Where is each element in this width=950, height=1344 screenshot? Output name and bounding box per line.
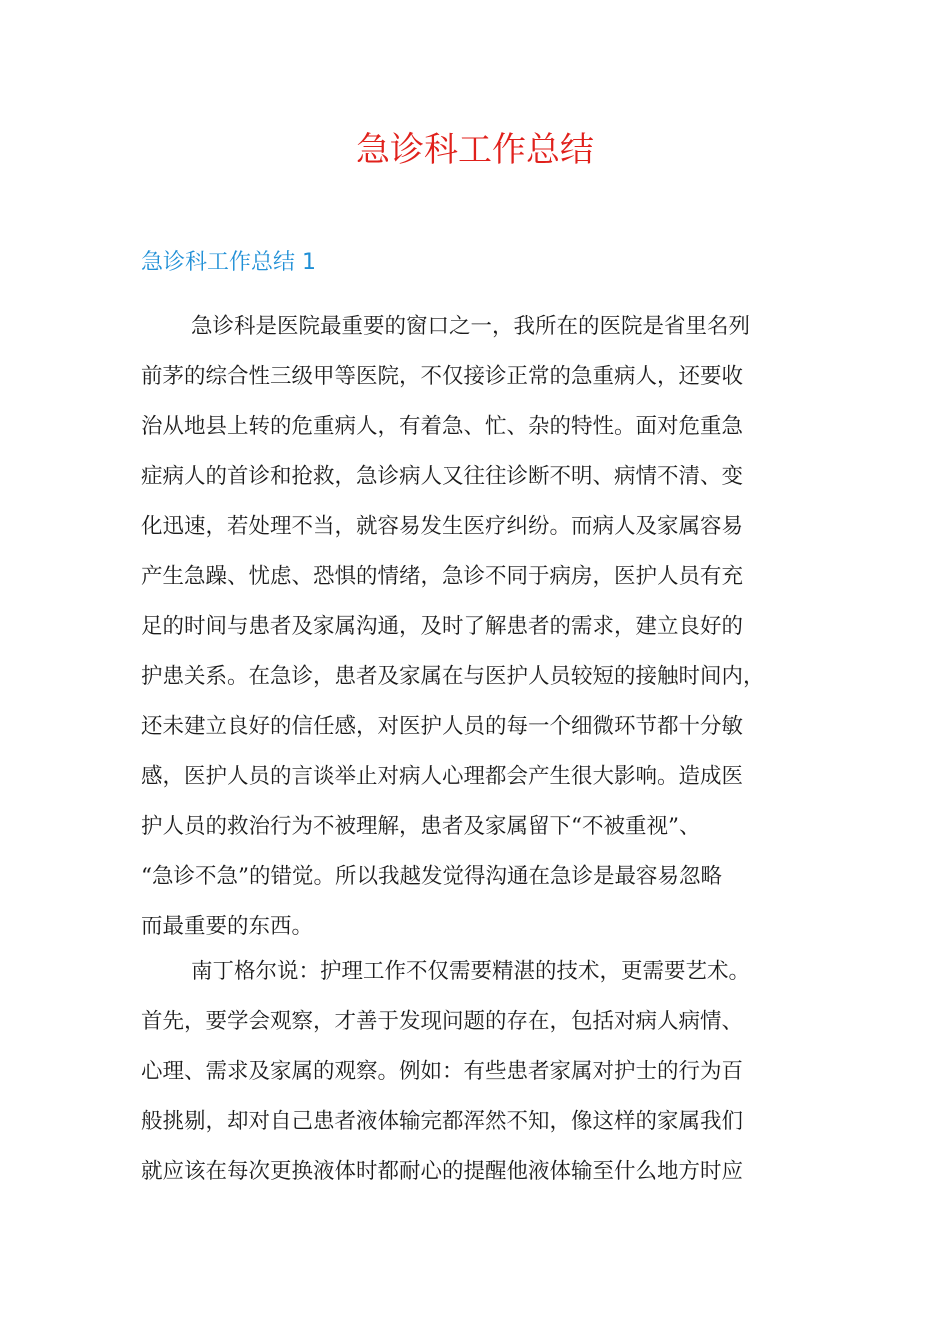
paragraph-line: 还未建立良好的信任感，对医护人员的每一个细微环节都十分敏 [141,714,744,739]
paragraph-1 [141,302,821,952]
paragraph-line: 首先，要学会观察，才善于发现问题的存在，包括对病人病情、 [141,1009,744,1034]
document-title: 急诊科工作总结 [356,130,594,170]
paragraph-line: 护人员的救治行为不被理解，患者及家属留下“不被重视”、 [141,814,701,839]
paragraph-line: 化迅速，若处理不当，就容易发生医疗纠纷。而病人及家属容易 [141,514,744,539]
paragraph-line: 治从地县上转的危重病人，有着急、忙、杂的特性。面对危重急 [141,414,744,439]
paragraph-line: 就应该在每次更换液体时都耐心的提醒他液体输至什么地方时应 [141,1159,744,1184]
paragraph-line: 感，医护人员的言谈举止对病人心理都会产生很大影响。造成医 [141,764,744,789]
paragraph-line: 护患关系。在急诊，患者及家属在与医护人员较短的接触时间内， [141,664,765,689]
paragraph-line: 前茅的综合性三级甲等医院，不仅接诊正常的急重病人，还要收 [141,364,744,389]
paragraph-line: 症病人的首诊和抢救，急诊病人又往往诊断不明、病情不清、变 [141,464,744,489]
paragraph-2 [141,947,821,1197]
section-heading: 急诊科工作总结 1 [141,250,316,275]
paragraph-line: 心理、需求及家属的观察。例如：有些患者家属对护士的行为百 [141,1059,744,1084]
paragraph-line: “急诊不急”的错觉。所以我越发觉得沟通在急诊是最容易忽略 [141,864,722,889]
paragraph-line: 产生急躁、忧虑、恐惧的情绪，急诊不同于病房，医护人员有充 [141,564,744,589]
paragraph-line: 足的时间与患者及家属沟通，及时了解患者的需求，建立良好的 [141,614,744,639]
paragraph-line: 般挑剔，却对自己患者液体输完都浑然不知，像这样的家属我们 [141,1109,744,1134]
paragraph-line: 而最重要的东西。 [141,914,314,939]
paragraph-line: 急诊科是医院最重要的窗口之一，我所在的医院是省里名列 [191,314,751,339]
paragraph-line: 南丁格尔说：护理工作不仅需要精湛的技术，更需要艺术。 [191,959,751,984]
